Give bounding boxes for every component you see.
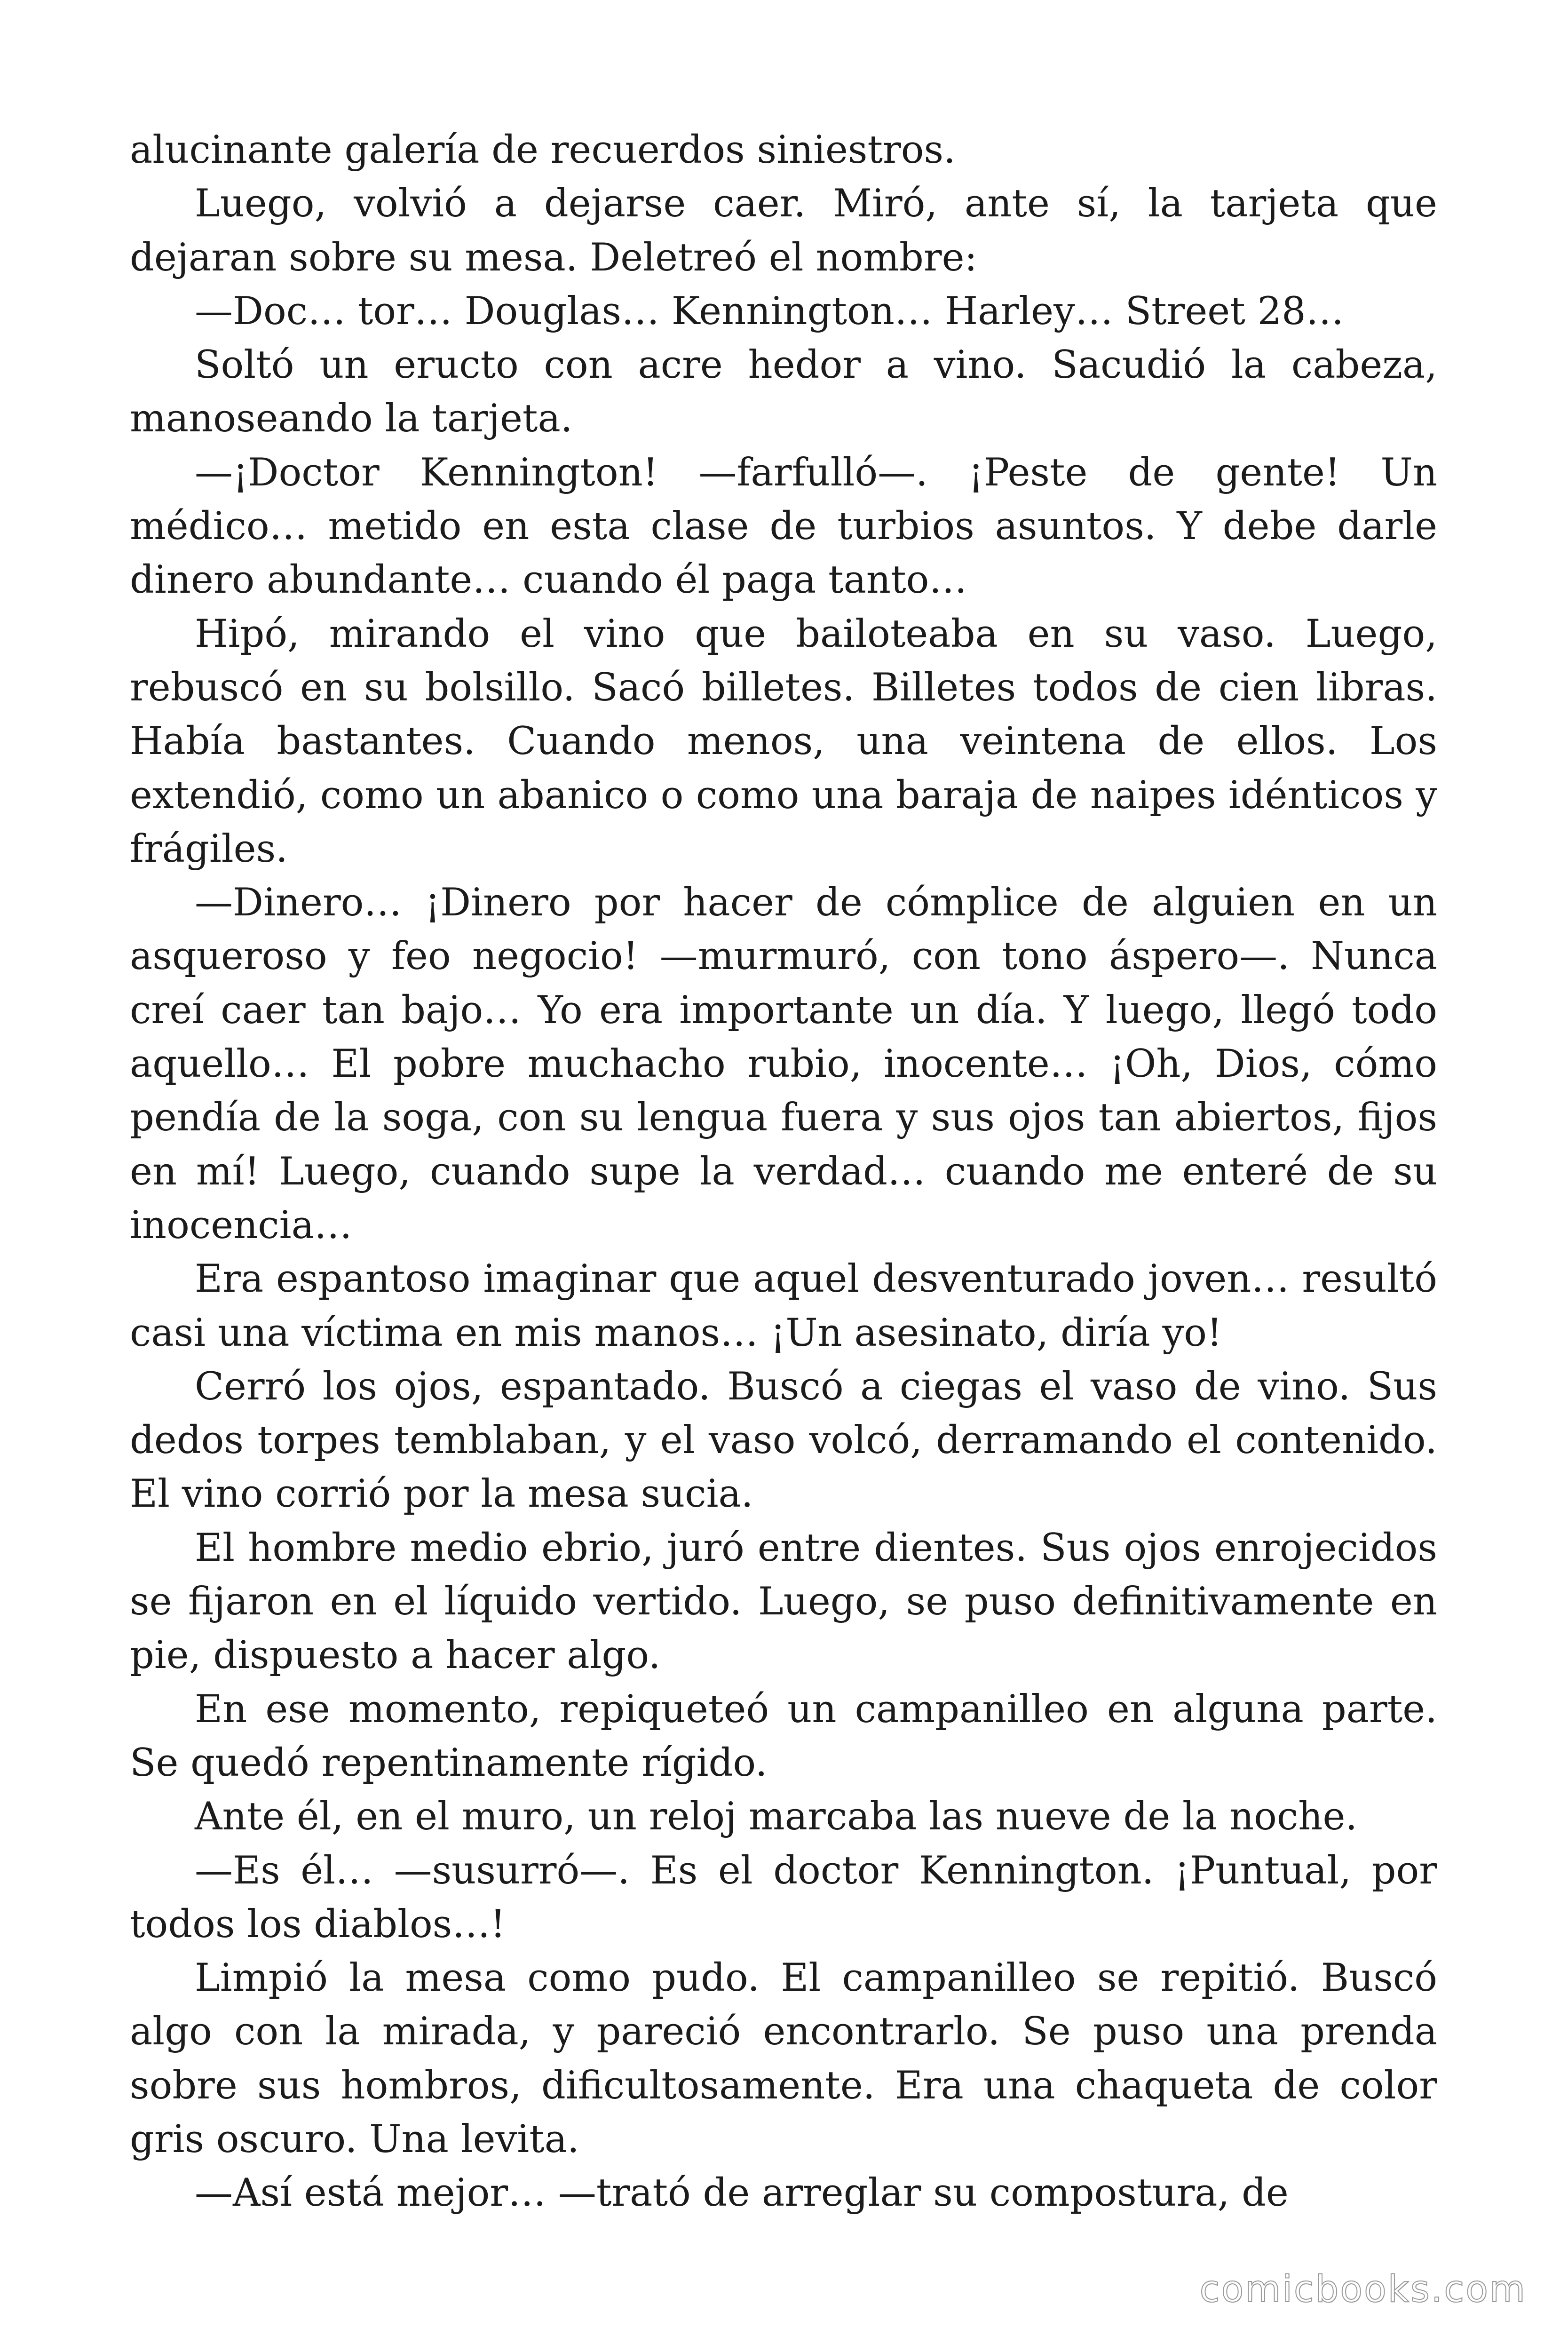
paragraph: En ese momento, repiqueteó un campanilleo en alguna parte. Se quedó repentinamente rígido. — [130, 1687, 1437, 1785]
paragraph: Hipó, mirando el vino que bailoteaba en su vaso. Luego, rebuscó en su bolsillo. Sacó billetes. Billetes todos de cien libras. Había bastantes. Cuando menos, una veintena de ellos. Los extendió, como un abanico o como una baraja de naipes idénticos y frágiles. — [130, 612, 1437, 871]
paragraph: —Dinero… ¡Dinero por hacer de cómplice de alguien en un asqueroso y feo negocio! —murmuró, con tono áspero—. Nunca creí caer tan bajo… Yo era importante un día. Y luego, llegó todo aquello… El pobre muchacho rubio, inocente… ¡Oh, Dios, cómo pendía de la soga, con su lengua fuera y sus ojos tan abiertos, fijos en mí! Luego, cuando supe la verdad… cuando me enteré de su inocencia… — [130, 881, 1437, 1248]
page-body — [130, 123, 1437, 2220]
paragraph: Cerró los ojos, espantado. Buscó a ciegas el vaso de vino. Sus dedos torpes temblaban, y el vaso volcó, derramando el contenido. El vino corrió por la mesa sucia. — [130, 1364, 1437, 1517]
watermark: comicbooks.com — [1199, 2268, 1527, 2311]
paragraph: Limpió la mesa como pudo. El campanilleo se repitió. Buscó algo con la mirada, y pareció encontrarlo. Se puso una prenda sobre sus hombros, dificultosamente. Era una chaqueta de color gris oscuro. Una levita. — [130, 1956, 1437, 2161]
paragraph: —Doc… tor… Douglas… Kennington… Harley… Street 28… — [195, 289, 1344, 334]
paragraph: Era espantoso imaginar que aquel desventurado joven… resultó casi una víctima en mis manos… ¡Un asesinato, diría yo! — [130, 1257, 1437, 1355]
paragraph: —¡Doctor Kennington! —farfulló—. ¡Peste de gente! Un médico… metido en esta clase de turbios asuntos. Y debe darle dinero abundante… cuando él paga tanto… — [130, 450, 1437, 603]
paragraph-continuation: alucinante galería de recuerdos siniestros. — [130, 128, 956, 172]
paragraph: —Así está mejor… —trató de arreglar su compostura, de — [195, 2171, 1289, 2216]
paragraph: Soltó un eructo con acre hedor a vino. Sacudió la cabeza, manoseando la tarjeta. — [130, 343, 1437, 441]
paragraph: El hombre medio ebrio, juró entre dientes. Sus ojos enrojecidos se fijaron en el líquido vertido. Luego, se puso definitivamente en pie, dispuesto a hacer algo. — [130, 1526, 1437, 1678]
paragraph: —Es él… —susurró—. Es el doctor Kennington. ¡Puntual, por todos los diablos…! — [130, 1848, 1437, 1947]
paragraph: Luego, volvió a dejarse caer. Miró, ante sí, la tarjeta que dejaran sobre su mesa. Deletreó el nombre: — [130, 182, 1437, 280]
paragraph: Ante él, en el muro, un reloj marcaba las nueve de la noche. — [195, 1795, 1358, 1839]
